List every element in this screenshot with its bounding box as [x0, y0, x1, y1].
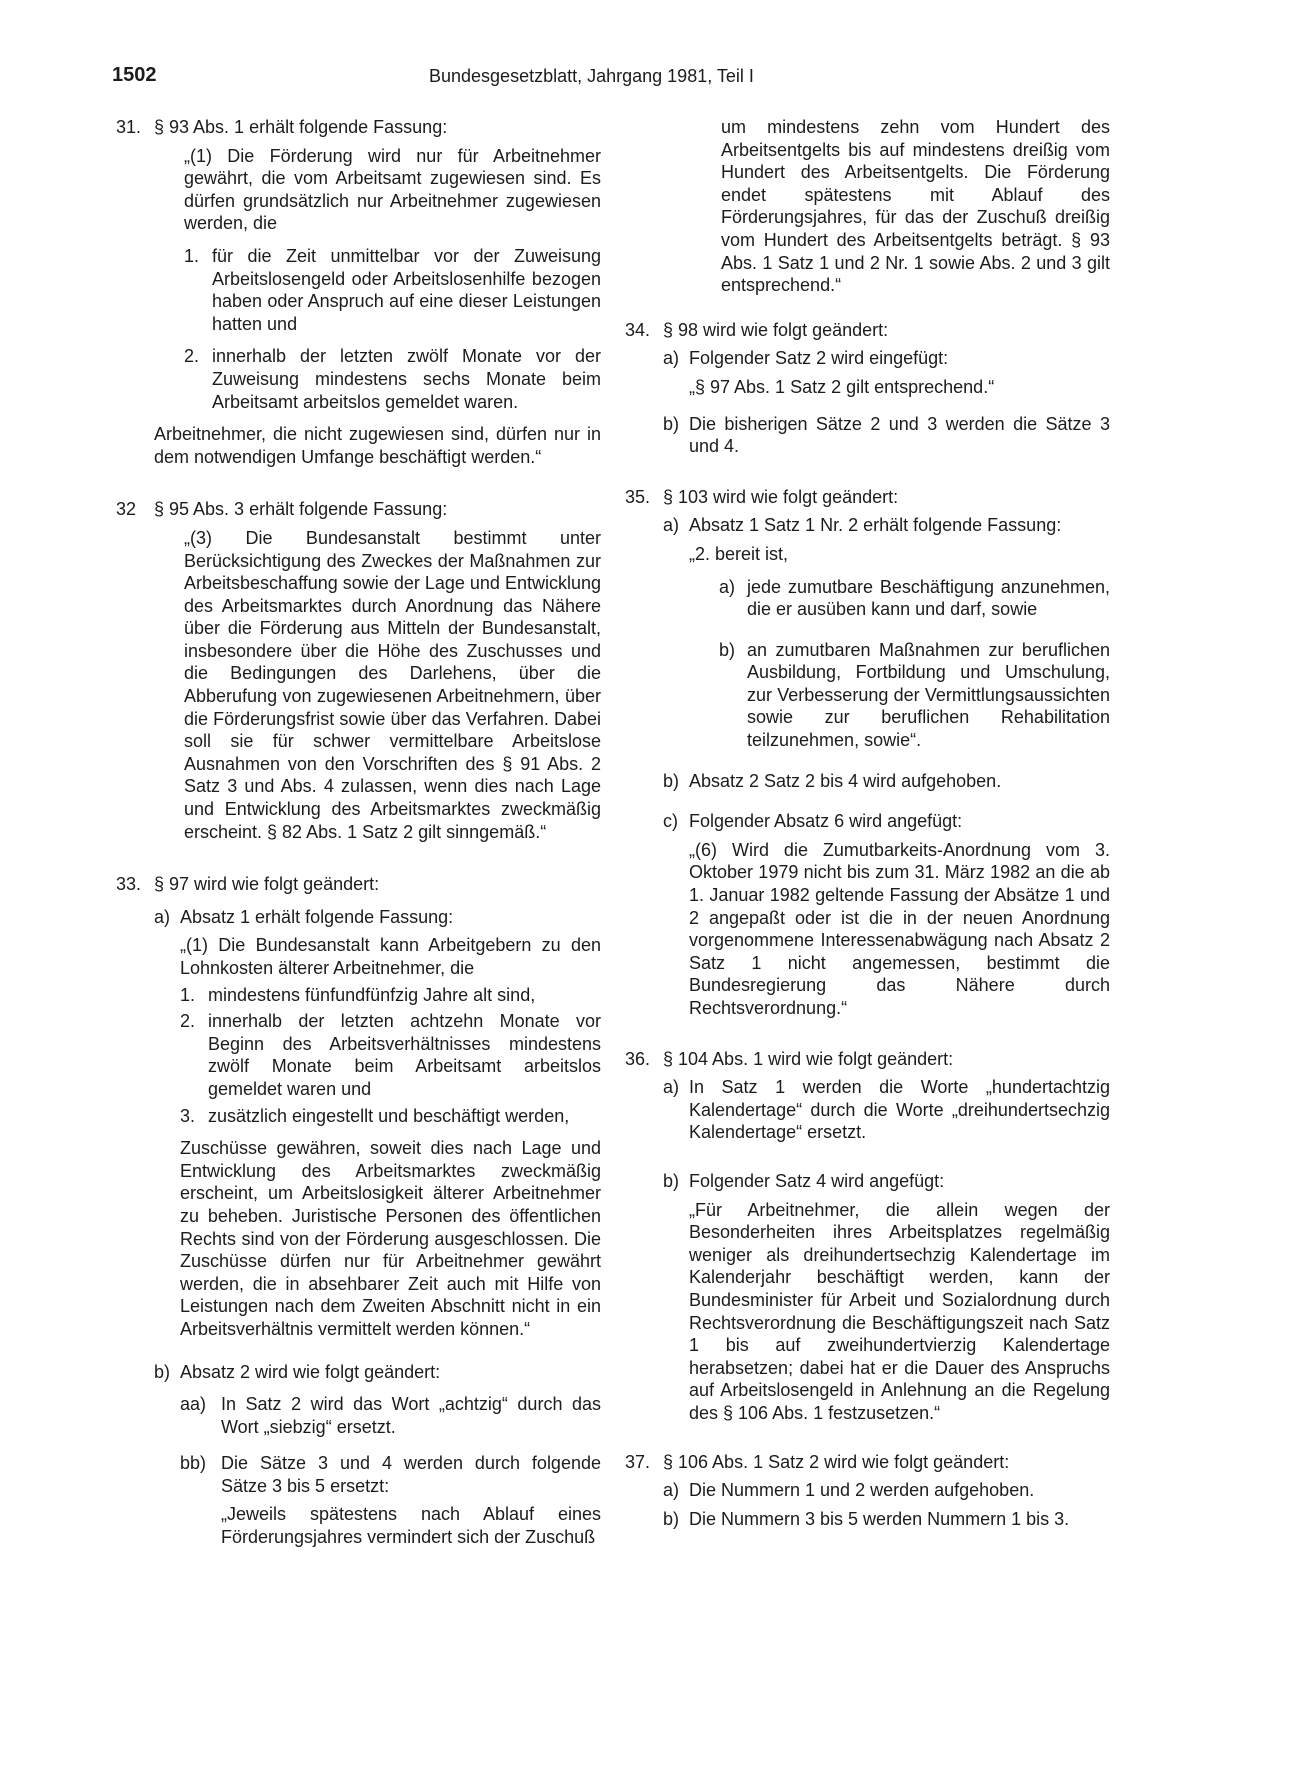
- item-number: 35.: [625, 486, 651, 507]
- item-number: 36.: [625, 1048, 651, 1069]
- item-intro: § 103 wird wie folgt geändert:: [663, 486, 899, 507]
- subitem-b: b) Die Nummern 3 bis 5 werden Nummern 1 bis 3.: [663, 1508, 1070, 1529]
- list-item: a) jede zumutbare Beschäftigung anzunehmen, die er ausüben kann und darf, sowie: [719, 576, 1110, 620]
- subitem-a: a) In Satz 1 werden die Worte „hundertachtzig Kalendertage“ durch die Worte „dreihundertsechzig Kalendertage“ ersetzt.: [663, 1077, 1110, 1143]
- item-37: [625, 1451, 1110, 1531]
- list-item: b) an zumutbaren Maßnahmen zur beruflichen Ausbildung, Fortbildung und Umschulung, zur Verbesserung der Vermittlungsaussichten sowie zur beruflichen Rehabilitation teilzunehmen, sowie“.: [719, 639, 1110, 751]
- item-intro: § 95 Abs. 3 erhält folgende Fassung:: [154, 499, 448, 520]
- closing-paragraph: Arbeitnehmer, die nicht zugewiesen sind, dürfen nur in dem notwendigen Umfange beschäftigt werden.“: [154, 424, 601, 467]
- left-column: [116, 116, 601, 1549]
- item-number: 32: [116, 499, 137, 520]
- item-intro: § 98 wird wie folgt geändert:: [663, 319, 889, 340]
- continued-paragraph: um mindestens zehn vom Hundert des Arbeitsentgelts bis auf mindestens dreißig vom Hundert des Arbeitsentgelts. Die Förderung endet spätestens mit Ablauf des Förderungsjahres, für das der Zuschuß dreißig vom Hundert des Arbeitsentgelts beträgt. § 93 Abs. 1 Satz 1 und 2 Nr. 1 sowie Abs. 2 und 3 gilt entsprechend.“: [721, 117, 1110, 296]
- item-35: [625, 486, 1110, 1020]
- quoted-paragraph: „2. bereit ist,: [689, 543, 789, 564]
- list-item: 1. mindestens fünfundfünfzig Jahre alt sind,: [180, 984, 536, 1005]
- item-intro: § 104 Abs. 1 wird wie folgt geändert:: [663, 1048, 954, 1069]
- item-number: 33.: [116, 874, 142, 895]
- quoted-paragraph: „(6) Wird die Zumutbarkeits-Anordnung vom 3. Oktober 1979 nicht bis zum 31. März 1982 an die ab 1. Januar 1982 geltende Fassung der Absätze 1 und 2 angepaßt oder ist die in der neuen Anordnung vorgenommene Interessenabwägung nach Absatz 2 Satz 1 nicht angemessen, bestimmt die Bundesregierung das Nähere durch Rechtsverordnung.“: [689, 839, 1110, 1018]
- subitem-a: a) Absatz 1 erhält folgende Fassung: „(1) Die Bundesanstalt kann Arbeitgebern zu den Lohnkosten älterer Arbeitnehmer, die 1. mindestens fünfundfünfzig Jahre alt sind, 2. innerhalb der letzten achtzehn Monate vor Beginn des Arbeitsverhältnisses mindestens zwölf Monate beim Arbeitsamt arbeitslos gemeldet waren und 3. zusätzlich eingestellt und beschäftigt werden, Zuschüsse gewähren, soweit dies nach Lage und Entwicklung des Arbeitsmarktes zweckmäßig erscheint, um Arbeitslosigkeit älterer Arbeitnehmer zu beheben. Juristische Personen des öffentlichen Rechts sind von der Förderung ausgeschlossen. Die Zuschüsse dürfen nur für Arbeitnehmer gewährt werden, die in absehbarer Zeit auch mit Hilfe von Leistungen nach dem Zweiten Abschnitt nicht in ein Arbeitsverhältnis vermittelt werden können.“: [154, 906, 601, 1339]
- subitem-aa: aa) In Satz 2 wird das Wort „achtzig“ durch das Wort „siebzig“ ersetzt.: [180, 1394, 601, 1437]
- item-intro: § 93 Abs. 1 erhält folgende Fassung:: [154, 117, 448, 137]
- running-header: Bundesgesetzblatt, Jahrgang 1981, Teil I: [429, 66, 754, 86]
- page-number: 1502: [112, 64, 157, 86]
- quoted-paragraph: „(3) Die Bundesanstalt bestimmt unter Berücksichtigung des Zweckes der Maßnahmen zur Arbeitsbeschaffung sowie der Lage und Entwicklung des Arbeitsmarktes durch Anordnung das Nähere über die Förderung aus Mitteln der Bundesanstalt, insbesondere über die Höhe des Zuschusses und die Bedingungen des Darlehens, über die Abberufung von zugewiesenen Arbeitnehmern, über die Förderungsfrist sowie über das Verfahren. Dabei soll sie für schwer vermittelbare Arbeitslose Ausnahmen von den Vorschriften des § 91 Abs. 2 Satz 3 und Abs. 4 zulassen, wenn dies nach Lage und Entwicklung des Arbeitsmarktes zweckmäßig erscheint. § 82 Abs. 1 Satz 2 gilt sinngemäß.“: [184, 527, 601, 842]
- subitem-a: a) Absatz 1 Satz 1 Nr. 2 erhält folgende Fassung: „2. bereit ist, a) jede zumutbare Beschäftigung anzunehmen, die er ausüben kann und darf, sowie b) an zumutbaren Maßnahmen zur beruflichen Ausbildung, Fortbildung und Umschulung, zur Verbesserung der Vermittlungsaussichten sowie zur beruflichen Rehabilitation teilzunehmen, sowie“.: [663, 515, 1110, 751]
- item-number: 34.: [625, 319, 651, 340]
- subitem-a: a) Folgender Satz 2 wird eingefügt: „§ 97 Abs. 1 Satz 2 gilt entsprechend.“: [663, 347, 1110, 398]
- item-number: 31.: [116, 117, 142, 137]
- list-item: 1. für die Zeit unmittelbar vor der Zuweisung Arbeitslosengeld oder Arbeitslosenhilfe bezogen haben oder Anspruch auf eine dieser Leistungen hatten und: [184, 245, 601, 334]
- closing-paragraph: Zuschüsse gewähren, soweit dies nach Lage und Entwicklung des Arbeitsmarktes zweckmäßig erscheint, um Arbeitslosigkeit älterer Arbeitnehmer zu beheben. Juristische Personen des öffentlichen Rechts sind von der Förderung ausgeschlossen. Die Zuschüsse dürfen nur für Arbeitnehmer gewährt werden, die in absehbarer Zeit auch mit Hilfe von Leistungen nach dem Zweiten Abschnitt nicht in ein Arbeitsverhältnis vermittelt werden können.“: [180, 1138, 601, 1339]
- subitem-c: c) Folgender Absatz 6 wird angefügt: „(6) Wird die Zumutbarkeits-Anordnung vom 3. Oktober 1979 nicht bis zum 31. März 1982 an die ab 1. Januar 1982 geltende Fassung der Absätze 1 und 2 angepaßt oder ist die in der neuen Anordnung vorgenommene Interessenabwägung nach Absatz 2 Satz 1 nicht angemessen, bestimmt die Bundesregierung das Nähere durch Rechtsverordnung.“: [663, 811, 1110, 1018]
- item-31: [116, 116, 601, 468]
- item-36: [625, 1048, 1110, 1425]
- item-intro: § 97 wird wie folgt geändert:: [154, 874, 380, 895]
- item-34: [625, 319, 1110, 458]
- subitem-b: b) Die bisherigen Sätze 2 und 3 werden die Sätze 3 und 4.: [663, 413, 1110, 457]
- item-intro: § 106 Abs. 1 Satz 2 wird wie folgt geändert:: [663, 1451, 1010, 1472]
- list-item: 3. zusätzlich eingestellt und beschäftigt werden,: [180, 1105, 570, 1126]
- quoted-paragraph: „(1) Die Bundesanstalt kann Arbeitgebern zu den Lohnkosten älterer Arbeitnehmer, die: [180, 935, 601, 978]
- subitem-b: b) Folgender Satz 4 wird angefügt: „Für Arbeitnehmer, die allein wegen der Besonderheiten ihres Arbeitsplatzes regelmäßig weniger als dreihundertsechzig Kalendertage im Kalenderjahr beschäftigt werden, kann der Bundesminister für Arbeit und Sozialordnung durch Rechtsverordnung die Beschäftigungszeit nach Satz 1 bis auf zweihundertvierzig Kalendertage herabsetzen; dabei hat er die Dauer des Anspruchs auf Arbeitslosengeld in Anlehnung an die Regelung des § 106 Abs. 1 festzusetzen.“: [663, 1170, 1110, 1423]
- quoted-paragraph: „(1) Die Förderung wird nur für Arbeitnehmer gewährt, die vom Arbeitsamt zugewiesen sind. Es dürfen grundsätzlich nur Arbeitnehmer zugewiesen werden, die: [184, 145, 601, 234]
- item-33: [116, 873, 601, 1548]
- quoted-paragraph: „§ 97 Abs. 1 Satz 2 gilt entsprechend.“: [689, 376, 995, 397]
- list-item: 2. innerhalb der letzten zwölf Monate vor der Zuweisung mindestens sechs Monate beim Arbeitsamt arbeitslos gemeldet waren.: [184, 346, 601, 412]
- item-number: 37.: [625, 1451, 651, 1472]
- right-column: [625, 116, 1110, 1530]
- subitem-a: a) Die Nummern 1 und 2 werden aufgehoben.: [663, 1480, 1035, 1501]
- subitem-b: b) Absatz 2 Satz 2 bis 4 wird aufgehoben.: [663, 770, 1002, 791]
- item-32: [116, 498, 601, 843]
- quoted-paragraph: „Jeweils spätestens nach Ablauf eines Förderungsjahres vermindert sich der Zuschuß: [221, 1504, 601, 1548]
- quoted-paragraph: „Für Arbeitnehmer, die allein wegen der Besonderheiten ihres Arbeitsplatzes regelmäßig weniger als dreihundertsechzig Kalendertage im Kalenderjahr beschäftigt werden, kann der Bundesminister für Arbeit und Sozialordnung durch Rechtsverordnung die Beschäftigungszeit nach Satz 1 bis auf zweihundertvierzig Kalendertage herabsetzen; dabei hat er die Dauer des Anspruchs auf Arbeitslosengeld in Anlehnung an die Regelung des § 106 Abs. 1 festzusetzen.“: [689, 1199, 1110, 1423]
- subitem-bb: bb) Die Sätze 3 und 4 werden durch folgende Sätze 3 bis 5 ersetzt: „Jeweils spätestens nach Ablauf eines Förderungsjahres vermindert sich der Zuschuß: [180, 1453, 601, 1548]
- subitem-b: b) Absatz 2 wird wie folgt geändert: aa) In Satz 2 wird das Wort „achtzig“ durch das Wort „siebzig“ ersetzt. bb) Die Sätze 3 und 4 werden durch folgende Sätze 3 bis 5 ersetzt: „Jeweils spätestens nach Ablauf eines Förderungsjahres vermindert sich der Zuschuß: [154, 1361, 601, 1548]
- list-item: 2. innerhalb der letzten achtzehn Monate vor Beginn des Arbeitsverhältnisses mindestens zwölf Monate beim Arbeitsamt arbeitslos gemeldet waren und: [180, 1011, 601, 1099]
